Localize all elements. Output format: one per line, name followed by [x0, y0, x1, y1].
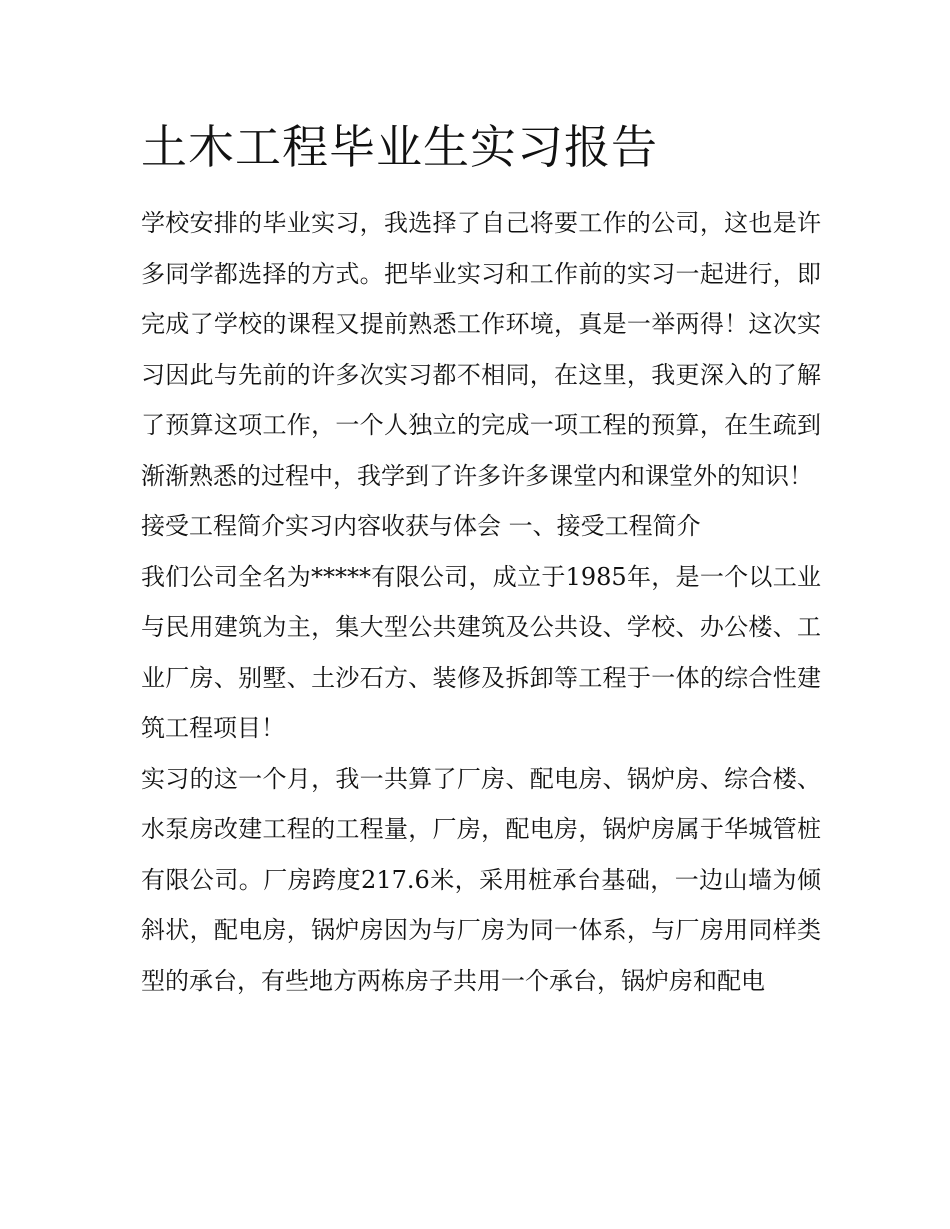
paragraph-intro: 学校安排的毕业实习，我选择了自己将要工作的公司，这也是许多同学都选择的方式。把毕业实习和工作前的实习一起进行，即完成了学校的课程又提前熟悉工作环境，真是一举两得！这次实习因此与先前的许多次实习都不相同，在这里，我更深入的了解了预算这项工作，一个人独立的完成一项工程的预算，在生疏到渐渐熟悉的过程中，我学到了许多许多课堂内和课堂外的知识！	[141, 209, 821, 490]
paragraph-internship-work: 实习的这一个月，我一共算了厂房、配电房、锅炉房、综合楼、水泵房改建工程的工程量，厂房，配电房，锅炉房属于华城管桩有限公司。厂房跨度217.6米，采用桩承台基础，一边山墙为倾斜状，配电房，锅炉房因为与厂房为同一体系，与厂房用同样类型的承台，有些地方两栋房子共用一个承台，锅炉房和配电	[141, 764, 821, 995]
paragraph-company-intro: 我们公司全名为*****有限公司，成立于1985年，是一个以工业与民用建筑为主，集大型公共建筑及公共设、学校、办公楼、工业厂房、别墅、土沙石方、装修及拆卸等工程于一体的综合性建筑工程项目！	[141, 562, 821, 742]
document-body	[141, 198, 821, 1006]
document-title: 土木工程毕业生实习报告	[141, 120, 658, 174]
paragraph-section-heading: 接受工程简介实习内容收获与体会 一、接受工程简介	[141, 512, 701, 540]
document-page	[141, 112, 821, 1006]
